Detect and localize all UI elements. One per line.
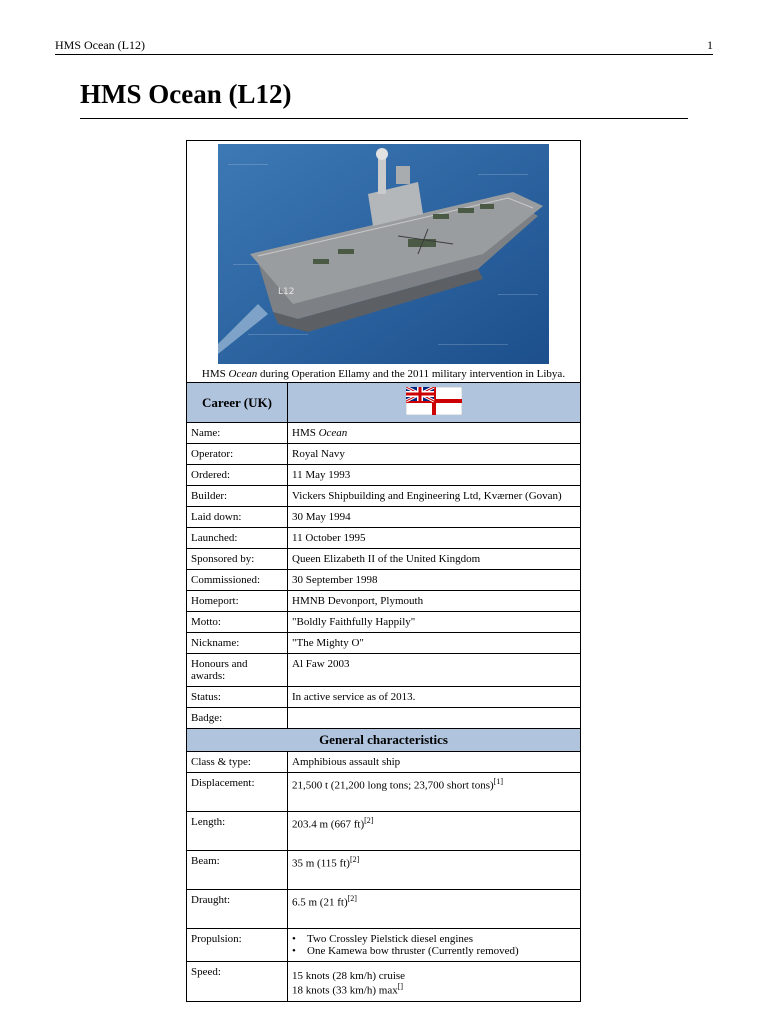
row-launched: Launched: 11 October 1995 xyxy=(187,528,581,549)
row-commissioned: Commissioned: 30 September 1998 xyxy=(187,570,581,591)
row-sponsored-by: Sponsored by: Queen Elizabeth II of the United Kingdom xyxy=(187,549,581,570)
row-honours: Honours and awards: Al Faw 2003 xyxy=(187,654,581,687)
row-beam: Beam: 35 m (115 ft)[2] xyxy=(187,851,581,890)
row-motto: Motto: "Boldly Faithfully Happily" xyxy=(187,612,581,633)
row-draught: Draught: 6.5 m (21 ft)[2] xyxy=(187,890,581,929)
warship-photo-icon xyxy=(218,144,549,364)
photo-caption: HMS Ocean during Operation Ellamy and the 2011 military intervention in Libya. xyxy=(201,368,566,380)
row-badge: Badge: xyxy=(187,708,581,729)
name-value: HMS Ocean xyxy=(288,423,581,444)
svg-text:L12: L12 xyxy=(278,287,295,297)
row-class: Class & type: Amphibious assault ship xyxy=(187,752,581,773)
photo-cell xyxy=(187,141,581,383)
row-name: Name: HMS Ocean xyxy=(187,423,581,444)
running-title: HMS Ocean (L12) xyxy=(55,38,145,52)
page-number: 1 xyxy=(707,38,713,52)
row-ordered: Ordered: 11 May 1993 xyxy=(187,465,581,486)
white-ensign-flag-icon xyxy=(406,387,462,415)
row-speed: Speed: 15 knots (28 km/h) cruise 18 knots (33 km/h) max[] xyxy=(187,962,581,1002)
page-title: HMS Ocean (L12) xyxy=(80,76,688,119)
career-heading: Career (UK) xyxy=(187,383,288,423)
row-homeport: Homeport: HMNB Devonport, Plymouth xyxy=(187,591,581,612)
list-item: • Two Crossley Pielstick diesel engines xyxy=(292,933,576,945)
row-status: Status: In active service as of 2013. xyxy=(187,687,581,708)
general-heading: General characteristics xyxy=(187,729,581,752)
row-displacement: Displacement: 21,500 t (21,200 long tons; 23,700 short tons)[1] xyxy=(187,773,581,812)
row-laid-down: Laid down: 30 May 1994 xyxy=(187,507,581,528)
propulsion-list xyxy=(292,933,576,957)
row-builder: Builder: Vickers Shipbuilding and Engineering Ltd, Kværner (Govan) xyxy=(187,486,581,507)
infobox xyxy=(186,140,581,1002)
row-length: Length: 203.4 m (667 ft)[2] xyxy=(187,812,581,851)
list-item: • One Kamewa bow thruster (Currently removed) xyxy=(292,945,576,957)
row-nickname: Nickname: "The Mighty O" xyxy=(187,633,581,654)
row-operator: Operator: Royal Navy xyxy=(187,444,581,465)
flag-cell xyxy=(288,383,581,423)
running-header xyxy=(55,36,713,55)
row-propulsion: Propulsion: • Two Crossley Pielstick diesel engines • One Kamewa bow thruster (Currently removed) xyxy=(187,929,581,962)
